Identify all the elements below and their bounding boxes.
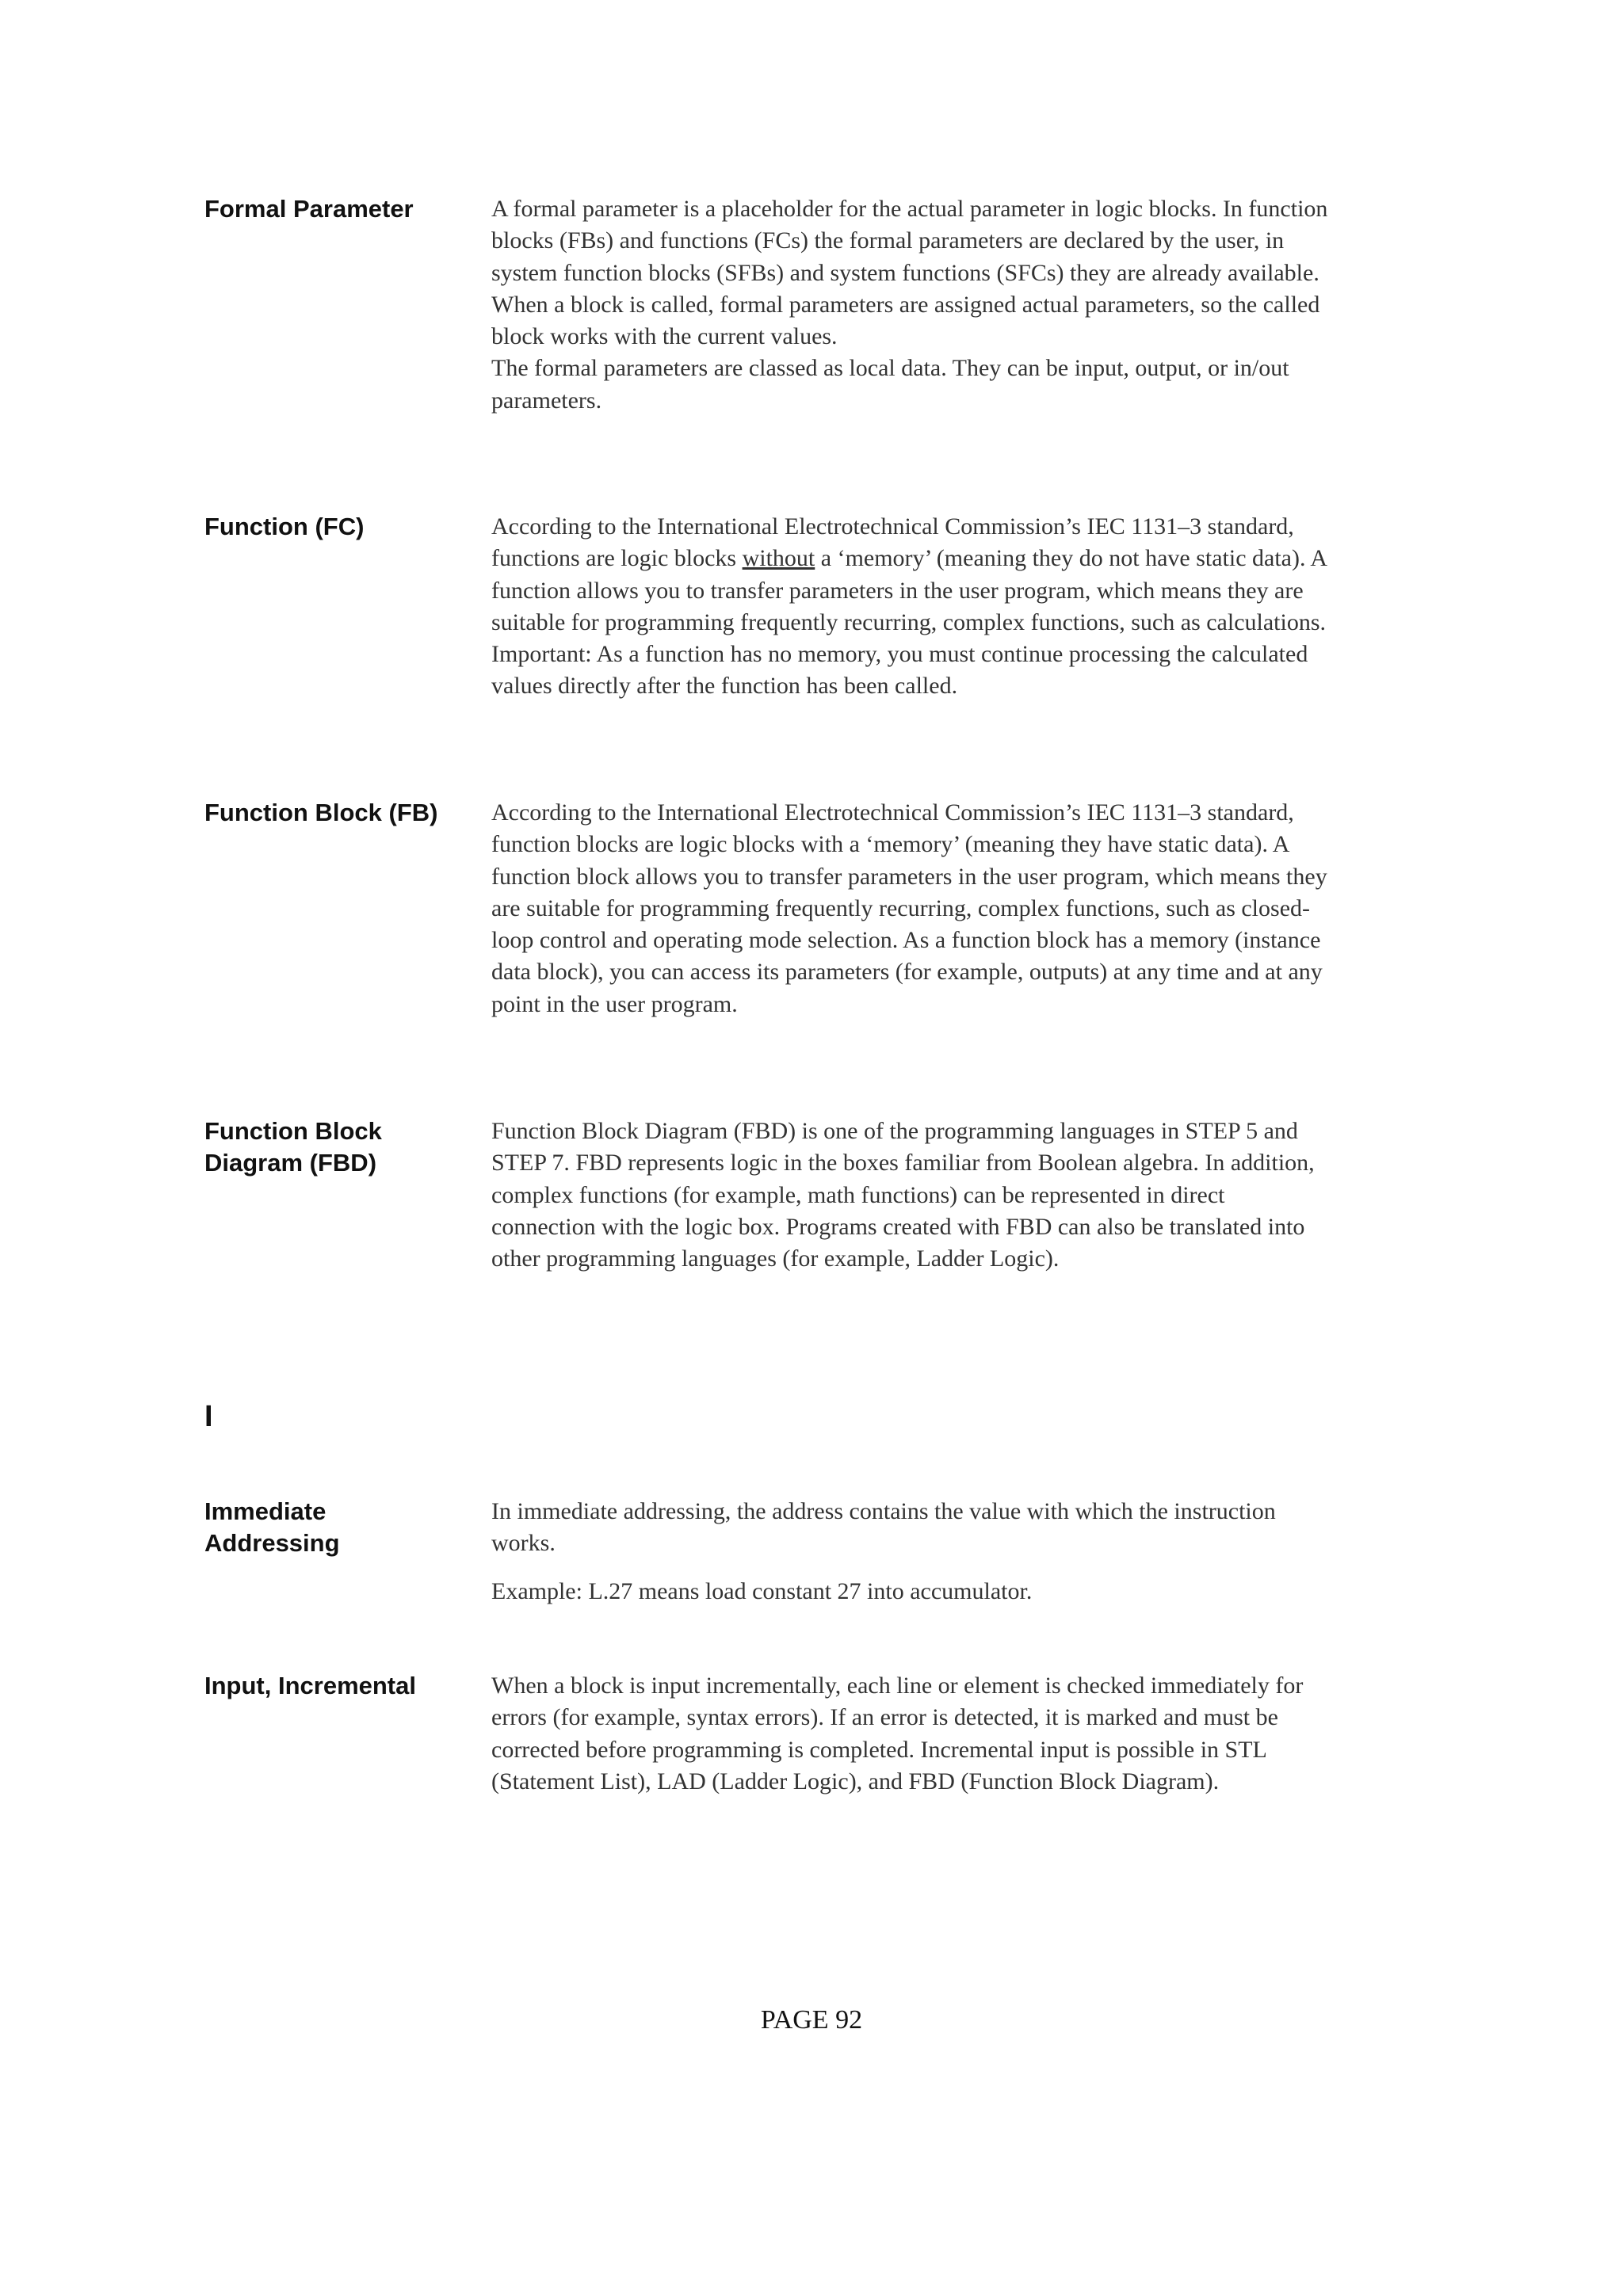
glossary-definition [491,511,1331,703]
glossary-definition [491,1670,1331,1798]
definition-paragraph: A formal parameter is a placeholder for the actual parameter in logic blocks. In function blocks (FBs) and functions (FCs) the formal parameters are declared by the user, in system function blocks (SFBs) and system functions (SFCs) they are already available. When a block is called, formal parameters are assigned actual parameters, so the called block works with the current values. [491,196,1328,350]
glossary-definition [491,1116,1331,1275]
definition-paragraph [491,511,1331,703]
emphasized-word: without [742,545,815,572]
definition-paragraph: Function Block Diagram (FBD) is one of the programming languages in STEP 5 and STEP 7. FBD represents logic in the boxes familiar from Boolean algebra. In addition, complex functions (for example, math functions) can be represented in direct connection with the logic box. Programs created with FBD can also be translated into other programming languages (for example, Ladder Logic). [491,1118,1315,1272]
glossary-term: Input, Incremental [204,1672,416,1699]
glossary-definition [491,797,1331,1020]
definition-paragraph: The formal parameters are classed as local data. They can be input, output, or in/out parameters. [491,355,1289,414]
page-number: PAGE 92 [760,2005,863,2035]
section-letter-heading: I [204,1400,213,1433]
glossary-definition [491,193,1331,417]
glossary-term: Function Block Diagram (FBD) [204,1117,382,1177]
definition-text: a ‘memory’ (meaning they do not have static data). A function allows you to transfer parameters in the user program, which means they are suitable for programming frequently recurring, complex functions, such as calculations. Important: As a function has no memory, you must continue processing the calculated values directly after the function has been called. [491,545,1327,700]
definition-paragraph: In immediate addressing, the address contains the value with which the instruction works. [491,1498,1276,1557]
definition-paragraph: When a block is input incrementally, each line or element is checked immediately for errors (for example, syntax errors). If an error is detected, it is marked and must be corrected before programming is completed. Incremental input is possible in STL (Statement List), LAD (Ladder Logic), and FBD (Function Block Diagram). [491,1672,1304,1794]
glossary-term: Formal Parameter [204,195,414,223]
glossary-term: Function Block (FB) [204,799,438,826]
glossary-definition [491,1496,1331,1608]
glossary-term: Immediate Addressing [204,1497,340,1557]
definition-paragraph: According to the International Electrotechnical Commission’s IEC 1131–3 standard, function blocks are logic blocks with a ‘memory’ (meaning they have static data). A function block allows you to transfer parameters in the user program, which means they are suitable for programming frequently recurring, complex functions, such as closed-loop control and operating mode selection. As a function block has a memory (instance data block), you can access its parameters (for example, outputs) at any time and at any point in the user program. [491,799,1327,1017]
definition-text: According to the International Electrotechnical Commission’s IEC 1131–3 standard, functions are logic blocks [491,513,1294,572]
glossary-term: Function (FC) [204,513,365,540]
definition-example: Example: L.27 means load constant 27 into accumulator. [491,1577,1033,1604]
